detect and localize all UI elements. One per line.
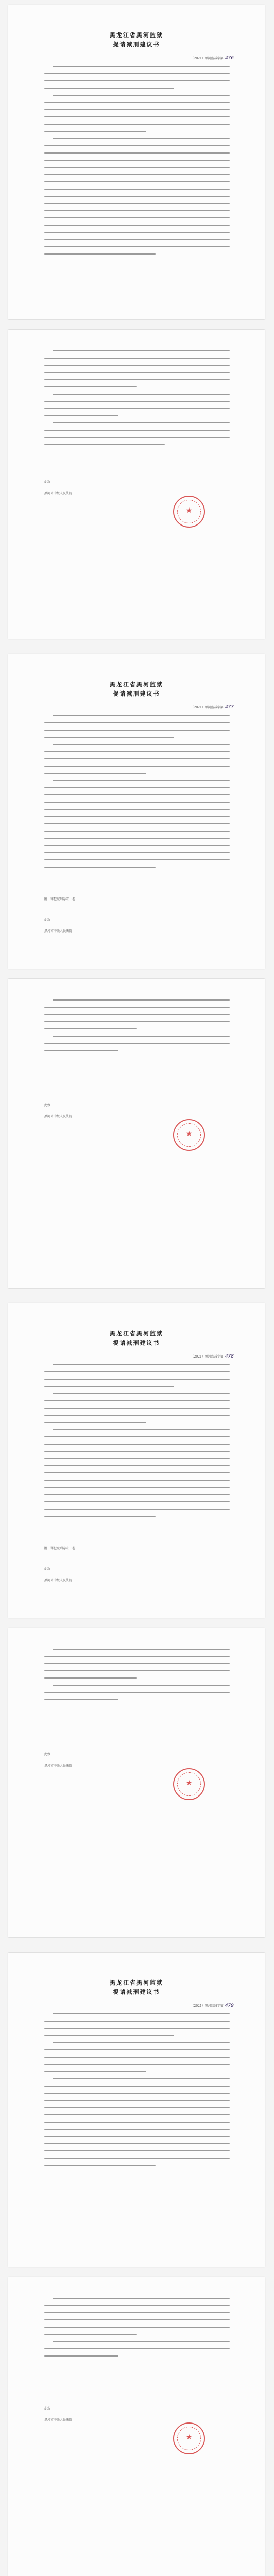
body-text-block	[44, 2013, 230, 2172]
case-number-handwritten: 478	[225, 1354, 234, 1359]
court-name: 黑河市中级人民法院	[44, 492, 73, 495]
enclosure-note: 附：罪犯减刑卷宗一卷	[44, 897, 76, 901]
document-page-3-2	[8, 1628, 265, 1937]
case-number	[191, 705, 234, 710]
case-number	[191, 1354, 234, 1359]
body-text-block	[44, 1649, 230, 1706]
document-page-1-1	[8, 5, 265, 319]
document-page-1-2	[8, 330, 265, 639]
case-number	[191, 56, 234, 61]
document-title-line-2: 提请减刑建议书	[113, 1989, 160, 1995]
body-text-block	[44, 999, 230, 1057]
court-name: 黑河市中级人民法院	[44, 1579, 73, 1582]
body-text-block	[44, 715, 230, 874]
document-page-2-2	[8, 979, 265, 1288]
official-seal: ★	[173, 1768, 205, 1800]
recipient-label: 此致	[44, 918, 51, 922]
body-text-block	[44, 2298, 230, 2363]
official-seal: ★	[173, 496, 205, 528]
document-page-3-1	[8, 1303, 265, 1618]
body-text-block	[44, 66, 230, 261]
document-title-line-1: 黑龙江省黑河监狱	[110, 1979, 163, 1986]
case-number-text: （2021）黑河监减字第	[191, 57, 224, 60]
document-title-line-2: 提请减刑建议书	[113, 1340, 160, 1346]
case-number-text: （2021）黑河监减字第	[191, 1355, 224, 1359]
document-title-line-2: 提请减刑建议书	[113, 690, 160, 697]
case-number-text: （2021）黑河监减字第	[191, 706, 224, 709]
recipient-label: 此致	[44, 1567, 51, 1571]
case-number-text: （2021）黑河监减字第	[191, 2004, 224, 2008]
case-number-handwritten: 479	[225, 2003, 234, 2008]
case-number	[191, 2003, 234, 2008]
document-page-4-2	[8, 2277, 265, 2576]
court-name: 黑河市中级人民法院	[44, 2418, 73, 2422]
court-name: 黑河市中级人民法院	[44, 1115, 73, 1118]
case-number-handwritten: 477	[225, 705, 234, 710]
official-seal: ★	[173, 2422, 205, 2454]
document-title-line-2: 提请减刑建议书	[113, 41, 160, 48]
enclosure-note: 附：罪犯减刑卷宗一卷	[44, 1547, 76, 1550]
recipient-label: 此致	[44, 1104, 51, 1107]
recipient-label: 此致	[44, 480, 51, 484]
document-page-2-1	[8, 654, 265, 969]
recipient-label: 此致	[44, 2407, 51, 2411]
body-text-block	[44, 1364, 230, 1523]
document-title-line-1: 黑龙江省黑河监狱	[110, 32, 163, 39]
court-name: 黑河市中级人民法院	[44, 929, 73, 933]
official-seal: ★	[173, 1119, 205, 1151]
document-title-line-1: 黑龙江省黑河监狱	[110, 1330, 163, 1337]
document-page-4-1	[8, 1953, 265, 2267]
recipient-label: 此致	[44, 1753, 51, 1756]
body-text-block	[44, 350, 230, 451]
case-number-handwritten: 476	[225, 56, 234, 61]
document-title-line-1: 黑龙江省黑河监狱	[110, 681, 163, 688]
court-name: 黑河市中级人民法院	[44, 1764, 73, 1768]
